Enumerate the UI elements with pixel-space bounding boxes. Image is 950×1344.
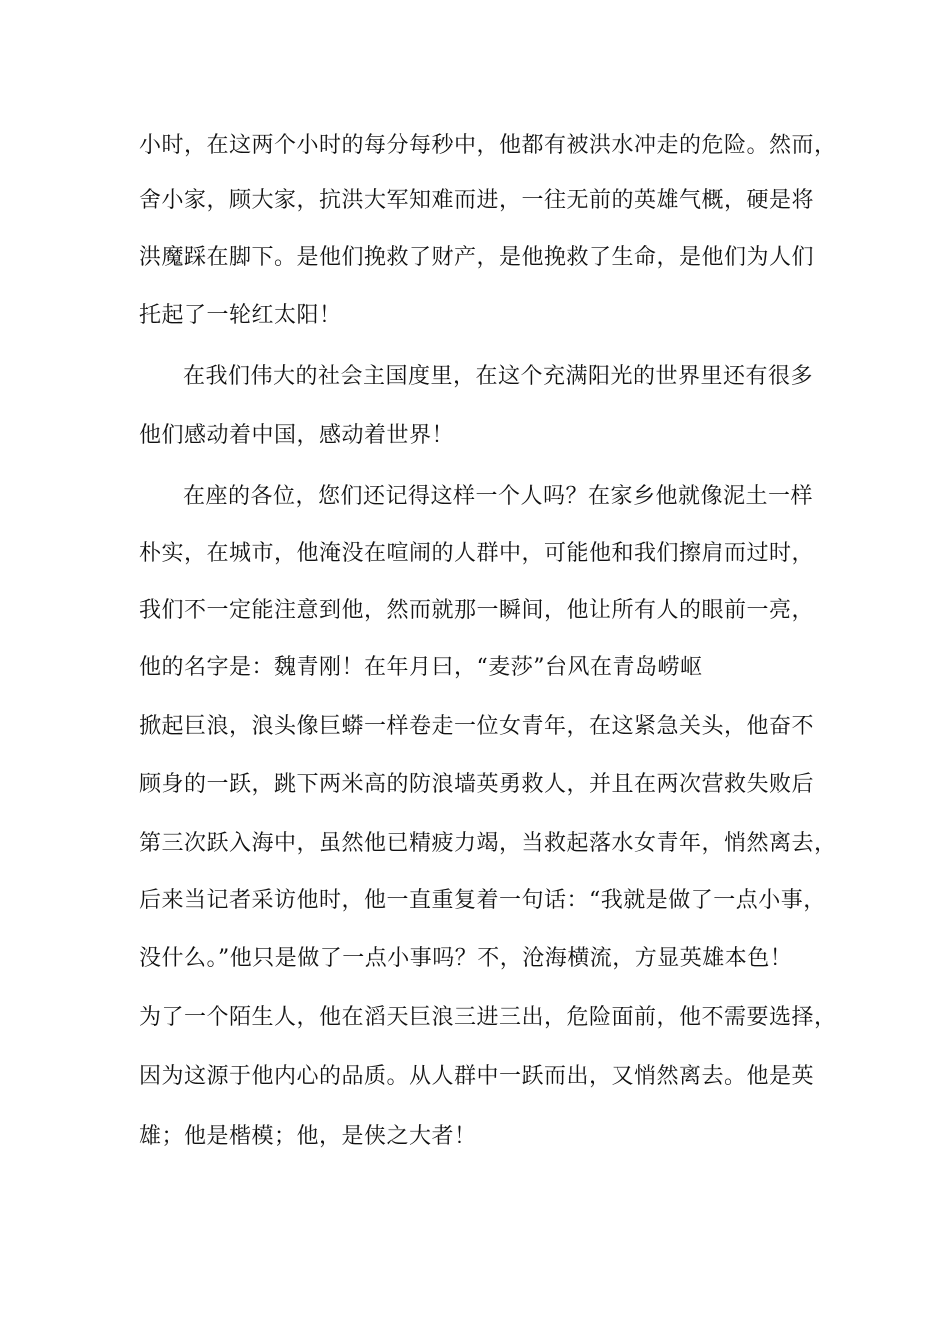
text-line: 顾身的一跃，跳下两米高的防浪墙英勇救人，并且在两次营救失败后: [139, 772, 815, 797]
text-line: 为了一个陌生人，他在滔天巨浪三进三出，危险面前，他不需要选择，: [139, 1005, 837, 1030]
text-line: 我们不一定能注意到他，然而就那一瞬间，他让所有人的眼前一亮，: [139, 598, 815, 623]
text-line: 因为这源于他内心的品质。从人群中一跃而出，又悄然离去。他是英: [139, 1064, 815, 1089]
text-line: 第三次跃入海中，虽然他已精疲力竭，当救起落水女青年，悄然离去，: [139, 831, 837, 856]
text-line: 他们感动着中国，感动着世界！: [139, 423, 455, 448]
text-line: 小时，在这两个小时的每分每秒中，他都有被洪水冲走的危险。然而，: [139, 133, 837, 158]
text-line: 后来当记者采访他时，他一直重复着一句话：“我就是做了一点小事，: [139, 888, 826, 913]
text-line: 没什么。”他只是做了一点小事吗？不，沧海横流，方显英雄本色！: [139, 946, 793, 971]
text-line: 掀起巨浪，浪头像巨蟒一样卷走一位女青年，在这紧急关头，他奋不: [139, 714, 815, 739]
text-line: 朴实，在城市，他淹没在喧闹的人群中，可能他和我们擦肩而过时，: [139, 541, 815, 566]
text-line: 洪魔踩在脚下。是他们挽救了财产，是他挽救了生命，是他们为人们: [139, 245, 815, 270]
text-line: 托起了一轮红太阳！: [139, 303, 342, 328]
text-line: 他的名字是：魏青刚！在年月曰，“麦莎”台风在青岛崂岖: [139, 655, 703, 680]
paragraph-first-line: 在我们伟大的社会主国度里，在这个充满阳光的世界里还有很多: [183, 364, 814, 389]
text-line: 雄；他是楷模；他，是侠之大者！: [139, 1124, 477, 1149]
text-line: 舍小家，顾大家，抗洪大军知难而进，一往无前的英雄气概，硬是将: [139, 188, 815, 213]
paragraph-first-line: 在座的各位，您们还记得这样一个人吗？在家乡他就像泥土一样: [183, 484, 814, 509]
